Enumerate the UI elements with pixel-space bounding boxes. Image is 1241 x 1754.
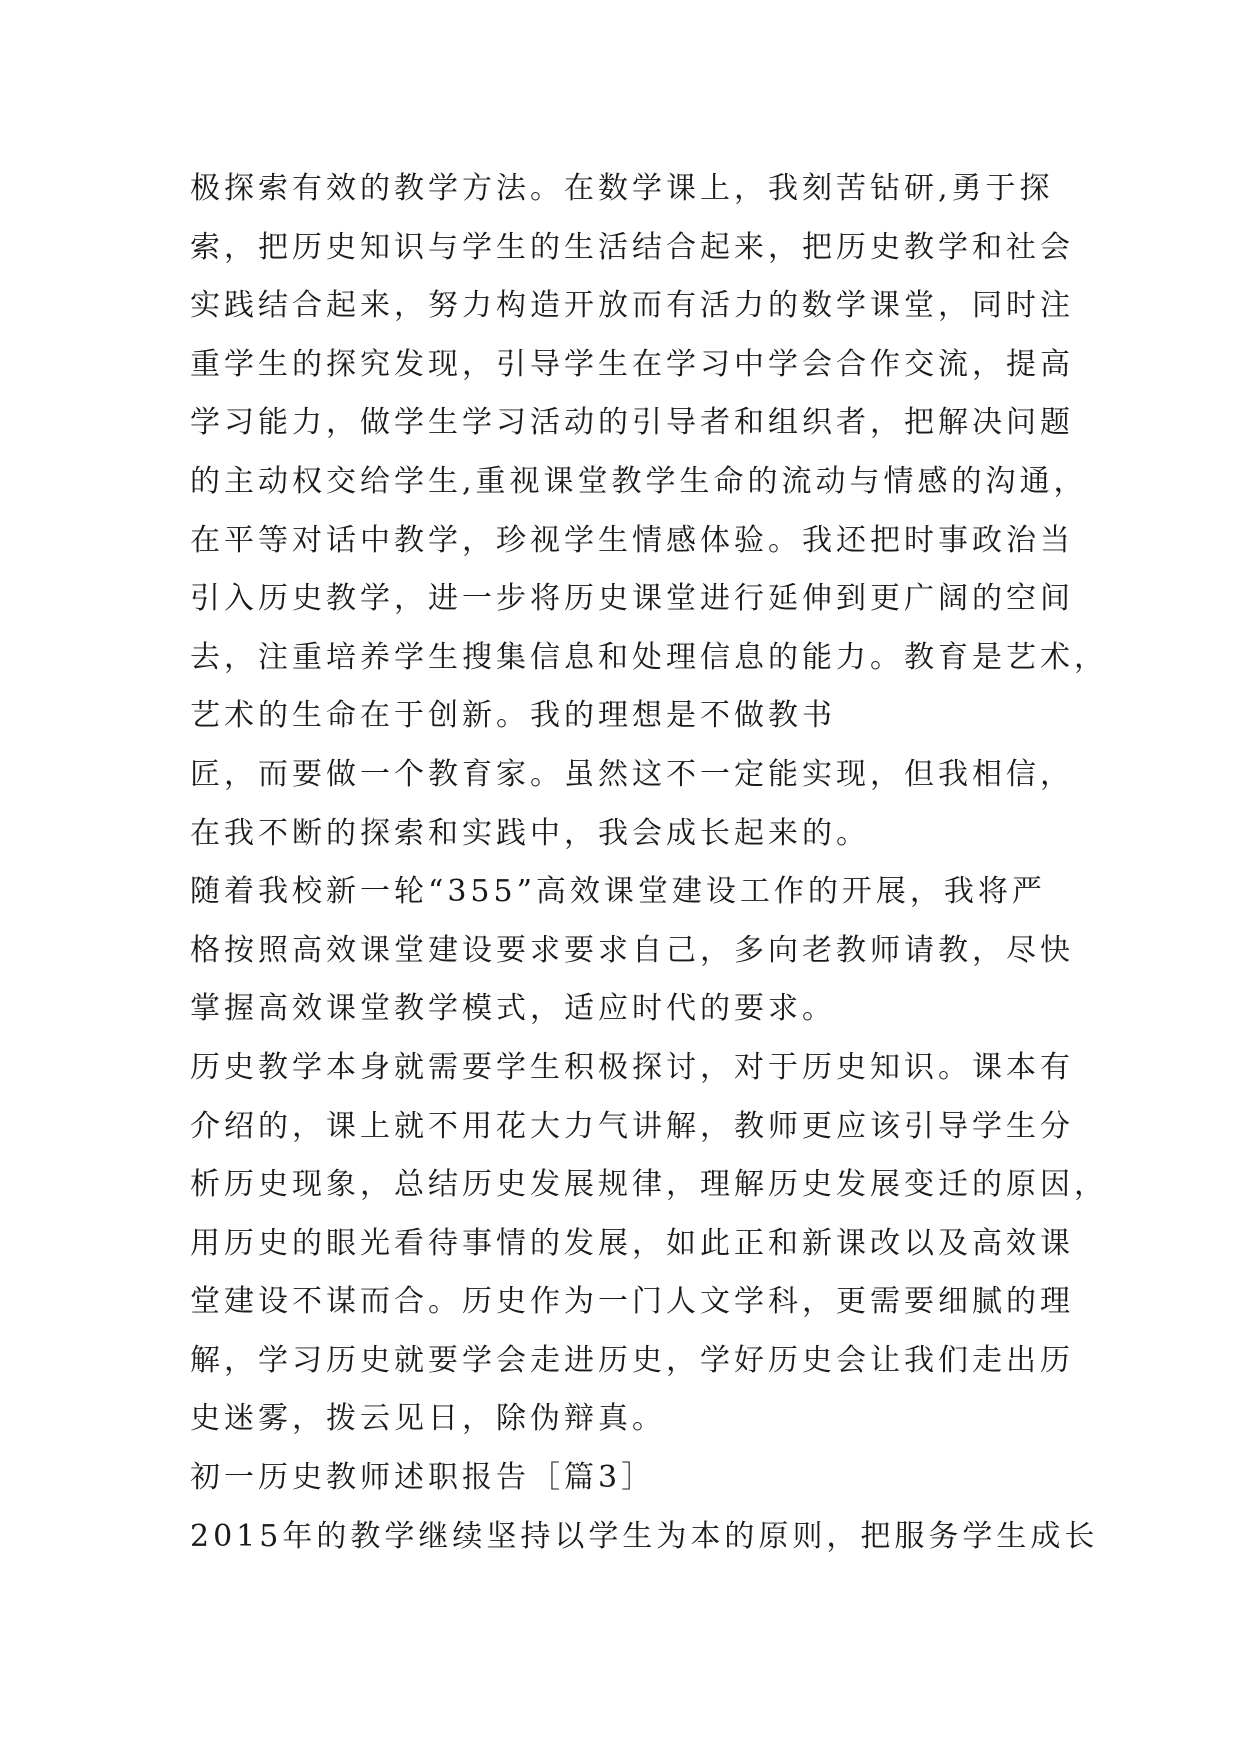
text-line: 解，学习历史就要学会走进历史，学好历史会让我们走出历	[190, 1342, 1074, 1378]
text-line: 实践结合起来，努力构造开放而有活力的数学课堂，同时注	[190, 288, 1074, 324]
text-line: 在我不断的探索和实践中，我会成长起来的。	[190, 815, 870, 851]
text-line: 的主动权交给学生,重视课堂教学生命的流动与情感的沟通，	[190, 463, 1088, 499]
text-line: 匠，而要做一个教育家。虽然这不一定能实现，但我相信，	[190, 756, 1074, 792]
text-line: 历史教学本身就需要学生积极探讨，对于历史知识。课本有	[190, 1049, 1074, 1085]
text-line: 堂建设不谋而合。历史作为一门人文学科，更需要细腻的理	[190, 1284, 1074, 1320]
section-heading: 初一历史教师述职报告［篇3］	[190, 1460, 656, 1496]
text-line: 史迷雾，拨云见日，除伪辩真。	[190, 1401, 666, 1437]
text-line: 析历史现象，总结历史发展规律，理解历史发展变迁的原因，	[190, 1167, 1108, 1203]
text-line: 用历史的眼光看待事情的发展，如此正和新课改以及高效课	[190, 1225, 1074, 1261]
text-line: 掌握高效课堂教学模式，适应时代的要求。	[190, 991, 836, 1027]
text-line: 艺术的生命在于创新。我的理想是不做教书	[190, 698, 836, 734]
text-line: 引入历史教学，进一步将历史课堂进行延伸到更广阔的空间	[190, 581, 1074, 617]
text-line: 重学生的探究发现，引导学生在学习中学会合作交流，提高	[190, 346, 1074, 382]
document-body	[190, 160, 1108, 1566]
text-line: 随着我校新一轮“355”高效课堂建设工作的开展，我将严	[190, 874, 1046, 910]
text-line: 学习能力，做学生学习活动的引导者和组织者，把解决问题	[190, 405, 1074, 441]
text-line: 格按照高效课堂建设要求要求自己，多向老教师请教，尽快	[190, 932, 1074, 968]
text-line: 去，注重培养学生搜集信息和处理信息的能力。教育是艺术，	[190, 639, 1108, 675]
text-line: 极探索有效的教学方法。在数学课上，我刻苦钻研,勇于探	[190, 171, 1054, 206]
text-line: 索，把历史知识与学生的生活结合起来，把历史教学和社会	[190, 229, 1074, 265]
text-line: 2015年的教学继续坚持以学生为本的原则，把服务学生成长	[190, 1518, 1099, 1554]
text-line: 在平等对话中教学，珍视学生情感体验。我还把时事政治当	[190, 522, 1074, 558]
text-line: 介绍的，课上就不用花大力气讲解，教师更应该引导学生分	[190, 1108, 1074, 1144]
